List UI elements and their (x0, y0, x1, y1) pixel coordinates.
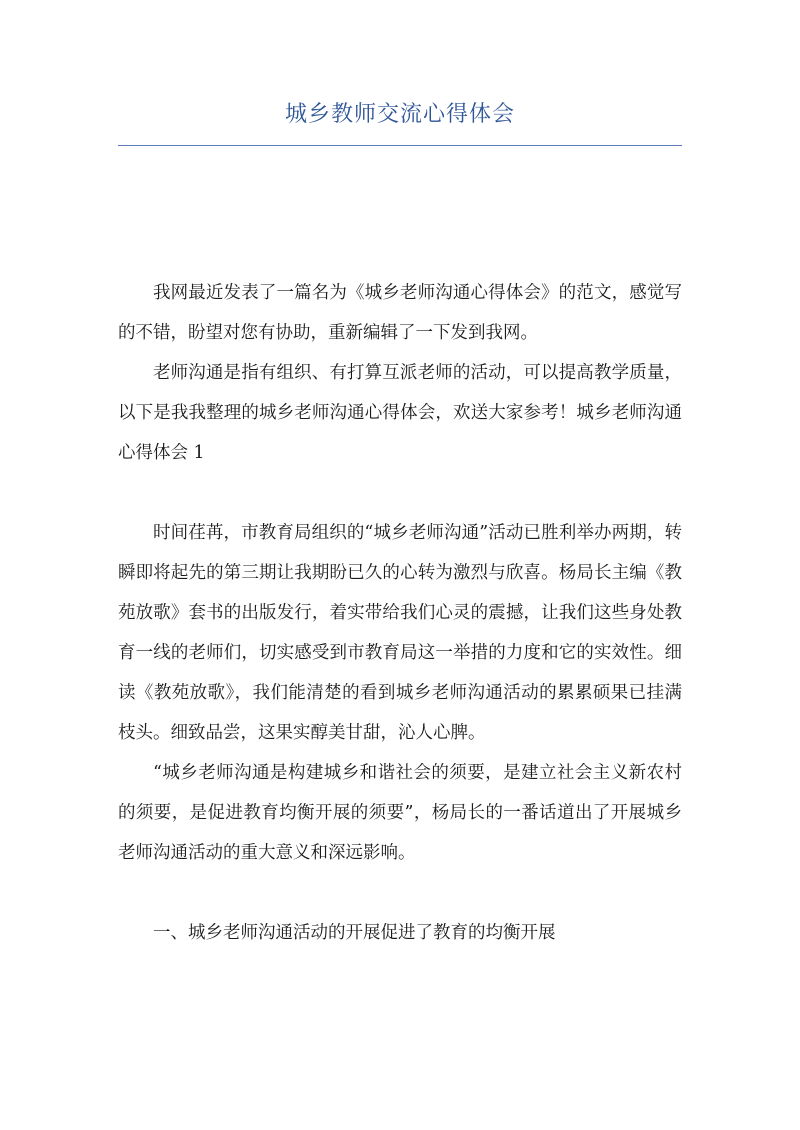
paragraph-description: 老师沟通是指有组织、有打算互派老师的活动，可以提高教学质量，以下是我我整理的城乡老师沟通心得体会，欢送大家参考！城乡老师沟通心得体会 1 (118, 363, 682, 463)
paragraph-intro: 我网最近发表了一篇名为《城乡老师沟通心得体会》的范文，感觉写的不错，盼望对您有协助，重新编辑了一下发到我网。 (118, 283, 682, 343)
section-heading: 一、城乡老师沟通活动的开展促进了教育的均衡开展 (153, 923, 556, 943)
document-title: 城乡教师交流心得体会 (284, 102, 515, 127)
paragraph-quote: “城乡老师沟通是构建城乡和谐社会的须要，是建立社会主义新农村的须要，是促进教育均衡开展的须要”，杨局长的一番话道出了开展城乡老师沟通活动的重大意义和深远影响。 (118, 763, 682, 863)
paragraph-exchange-activity: 时间荏苒，市教育局组织的“城乡老师沟通”活动已胜利举办两期，转瞬即将起先的第三期让我期盼已久的心转为激烈与欣喜。杨局长主编《教苑放歌》套书的出版发行，着实带给我们心灵的震撼，让我们这些身处教育一线的老师们，切实感受到市教育局这一举措的力度和它的实效性。细读《教苑放歌》，我们能清楚的看到城乡老师沟通活动的累累硕果已挂满枝头。细致品尝，这果实醇美甘甜，沁人心脾。 (118, 523, 682, 743)
document-body (118, 273, 682, 953)
title-divider (118, 145, 682, 146)
paragraph-spacer (118, 873, 682, 913)
paragraph-spacer (118, 473, 682, 513)
